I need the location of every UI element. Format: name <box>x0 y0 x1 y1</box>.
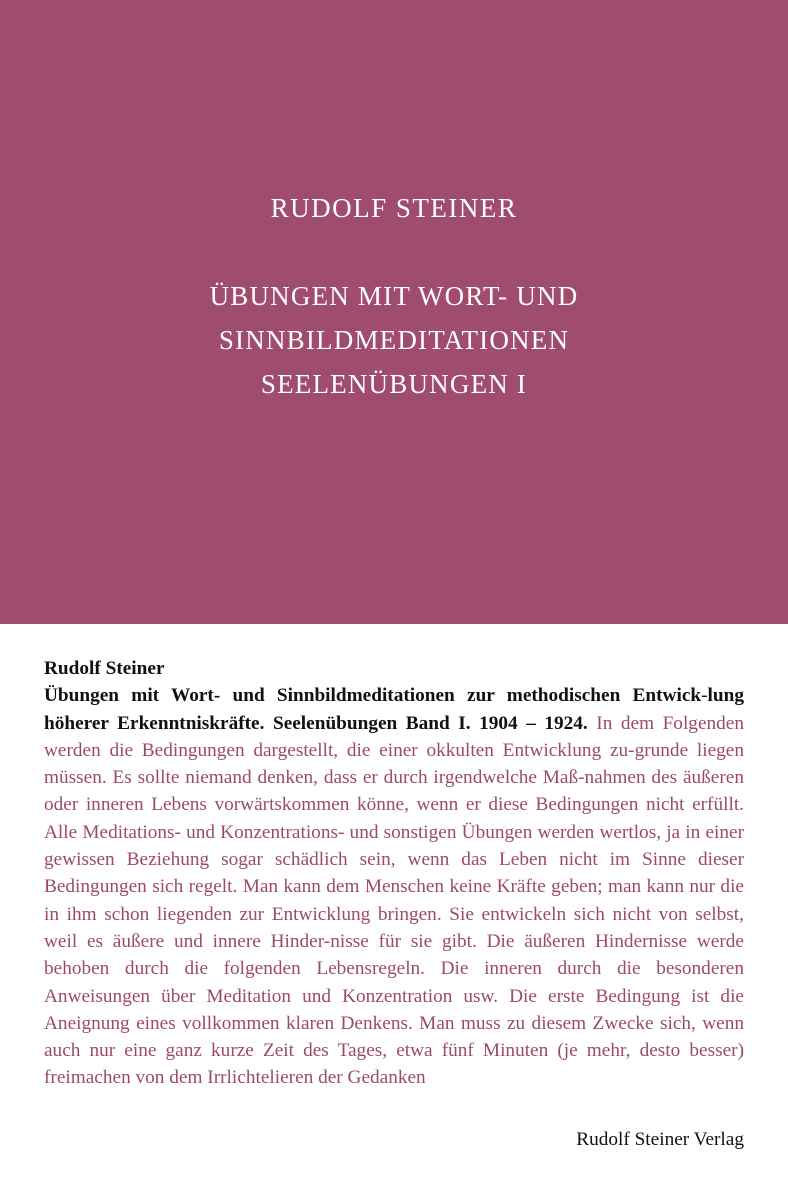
blurb-text: Übungen mit Wort- und Sinnbildmeditationen zur methodischen Entwick-lung höherer Erkenntniskräfte. Seelenübungen Band I. 1904 – 1924. In dem Folgenden werden die Bedingungen dargestellt, die einer okkulten Entwicklung zu-grunde liegen müssen. Es sollte niemand denken, dass er durch irgendwelche Maß-nahmen des äußeren oder inneren Lebens vorwärtskommen könne, wenn er diese Bedingungen nicht erfüllt. Alle Meditations- und Konzentrations- und sonstigen Übungen werden wertlos, ja in einer gewissen Beziehung sogar schädlich sein, wenn das Leben nicht im Sinne dieser Bedingungen sich regelt. Man kann dem Menschen keine Kräfte geben; man kann nur die in ihm schon liegenden zur Entwicklung bringen. Sie entwickeln sich nicht von selbst, weil es äußere und innere Hinder-nisse für sie gibt. Die äußeren Hindernisse werde behoben durch die folgenden Lebensregeln. Die inneren durch die besonderen Anweisungen über Meditation und Konzentration usw. Die erste Bedingung ist die Aneignung eines vollkommen klaren Denkens. Man muss zu diesem Zwecke sich, wenn auch nur eine ganz kurze Zeit des Tages, etwa fünf Minuten (je mehr, desto besser) freimachen von dem Irrlichtelieren der Gedanken <box>44 685 744 1089</box>
cover-title-line: SEELENÜBUNGEN I <box>260 369 528 399</box>
cover-title <box>0 274 788 406</box>
blurb-title-part: Übungen mit Wort- und Sinnbildmeditationen zur methodischen Entwick <box>44 685 702 707</box>
cover-author-name: RUDOLF STEINER <box>270 193 518 223</box>
blurb-title-part: lung höherer Erkenntniskräfte. Seelenübungen Band I. 1904 – 1924. <box>44 685 744 734</box>
cover-blurb <box>44 655 744 1092</box>
publisher-name: Rudolf Steiner Verlag <box>576 1129 744 1150</box>
blurb-body-part: grunde liegen müssen. Es sollte niemand denken, dass er durch irgendwelche Maß <box>44 739 744 789</box>
blurb-author: Rudolf Steiner <box>44 658 165 679</box>
cover-title-line: ÜBUNGEN MIT WORT- UND <box>209 281 579 311</box>
blurb-body-part: nisse für sie gibt. Die äußeren Hindernisse werde behoben durch die folgenden Lebensregeln. Die inneren durch die besonderen Anweisungen über Meditation und Konzentration usw. Die erste Bedingung ist die Aneignung eines vollkommen klaren Denkens. Man muss zu diesem Zwecke sich, wenn auch nur eine ganz kurze Zeit des Tages, etwa fünf Minuten (je mehr, desto besser) freimachen von dem Irrlichtelieren der Gedanken <box>44 930 744 1089</box>
blurb-body-part: nahmen des äußeren oder inneren Lebens vorwärtskommen könne, wenn er diese Bedingungen nicht erfüllt. Alle Meditations- und Konzentrations- und sonstigen Übungen werden wertlos, ja in einer gewissen Beziehung sogar schädlich sein, wenn das Leben nicht im Sinne dieser Bedingungen sich regelt. Man kann dem Menschen keine Kräfte geben; man kann nur die in ihm schon liegenden zur Entwicklung bringen. Sie entwickeln sich nicht von selbst, weil es äußere und innere Hinder <box>44 767 744 952</box>
blurb-body-part: In dem Folgenden werden die Bedingungen dargestellt, die einer okkulten Entwicklung zu <box>44 712 744 761</box>
cover-title-line: SINNBILDMEDITATIONEN <box>218 325 570 355</box>
